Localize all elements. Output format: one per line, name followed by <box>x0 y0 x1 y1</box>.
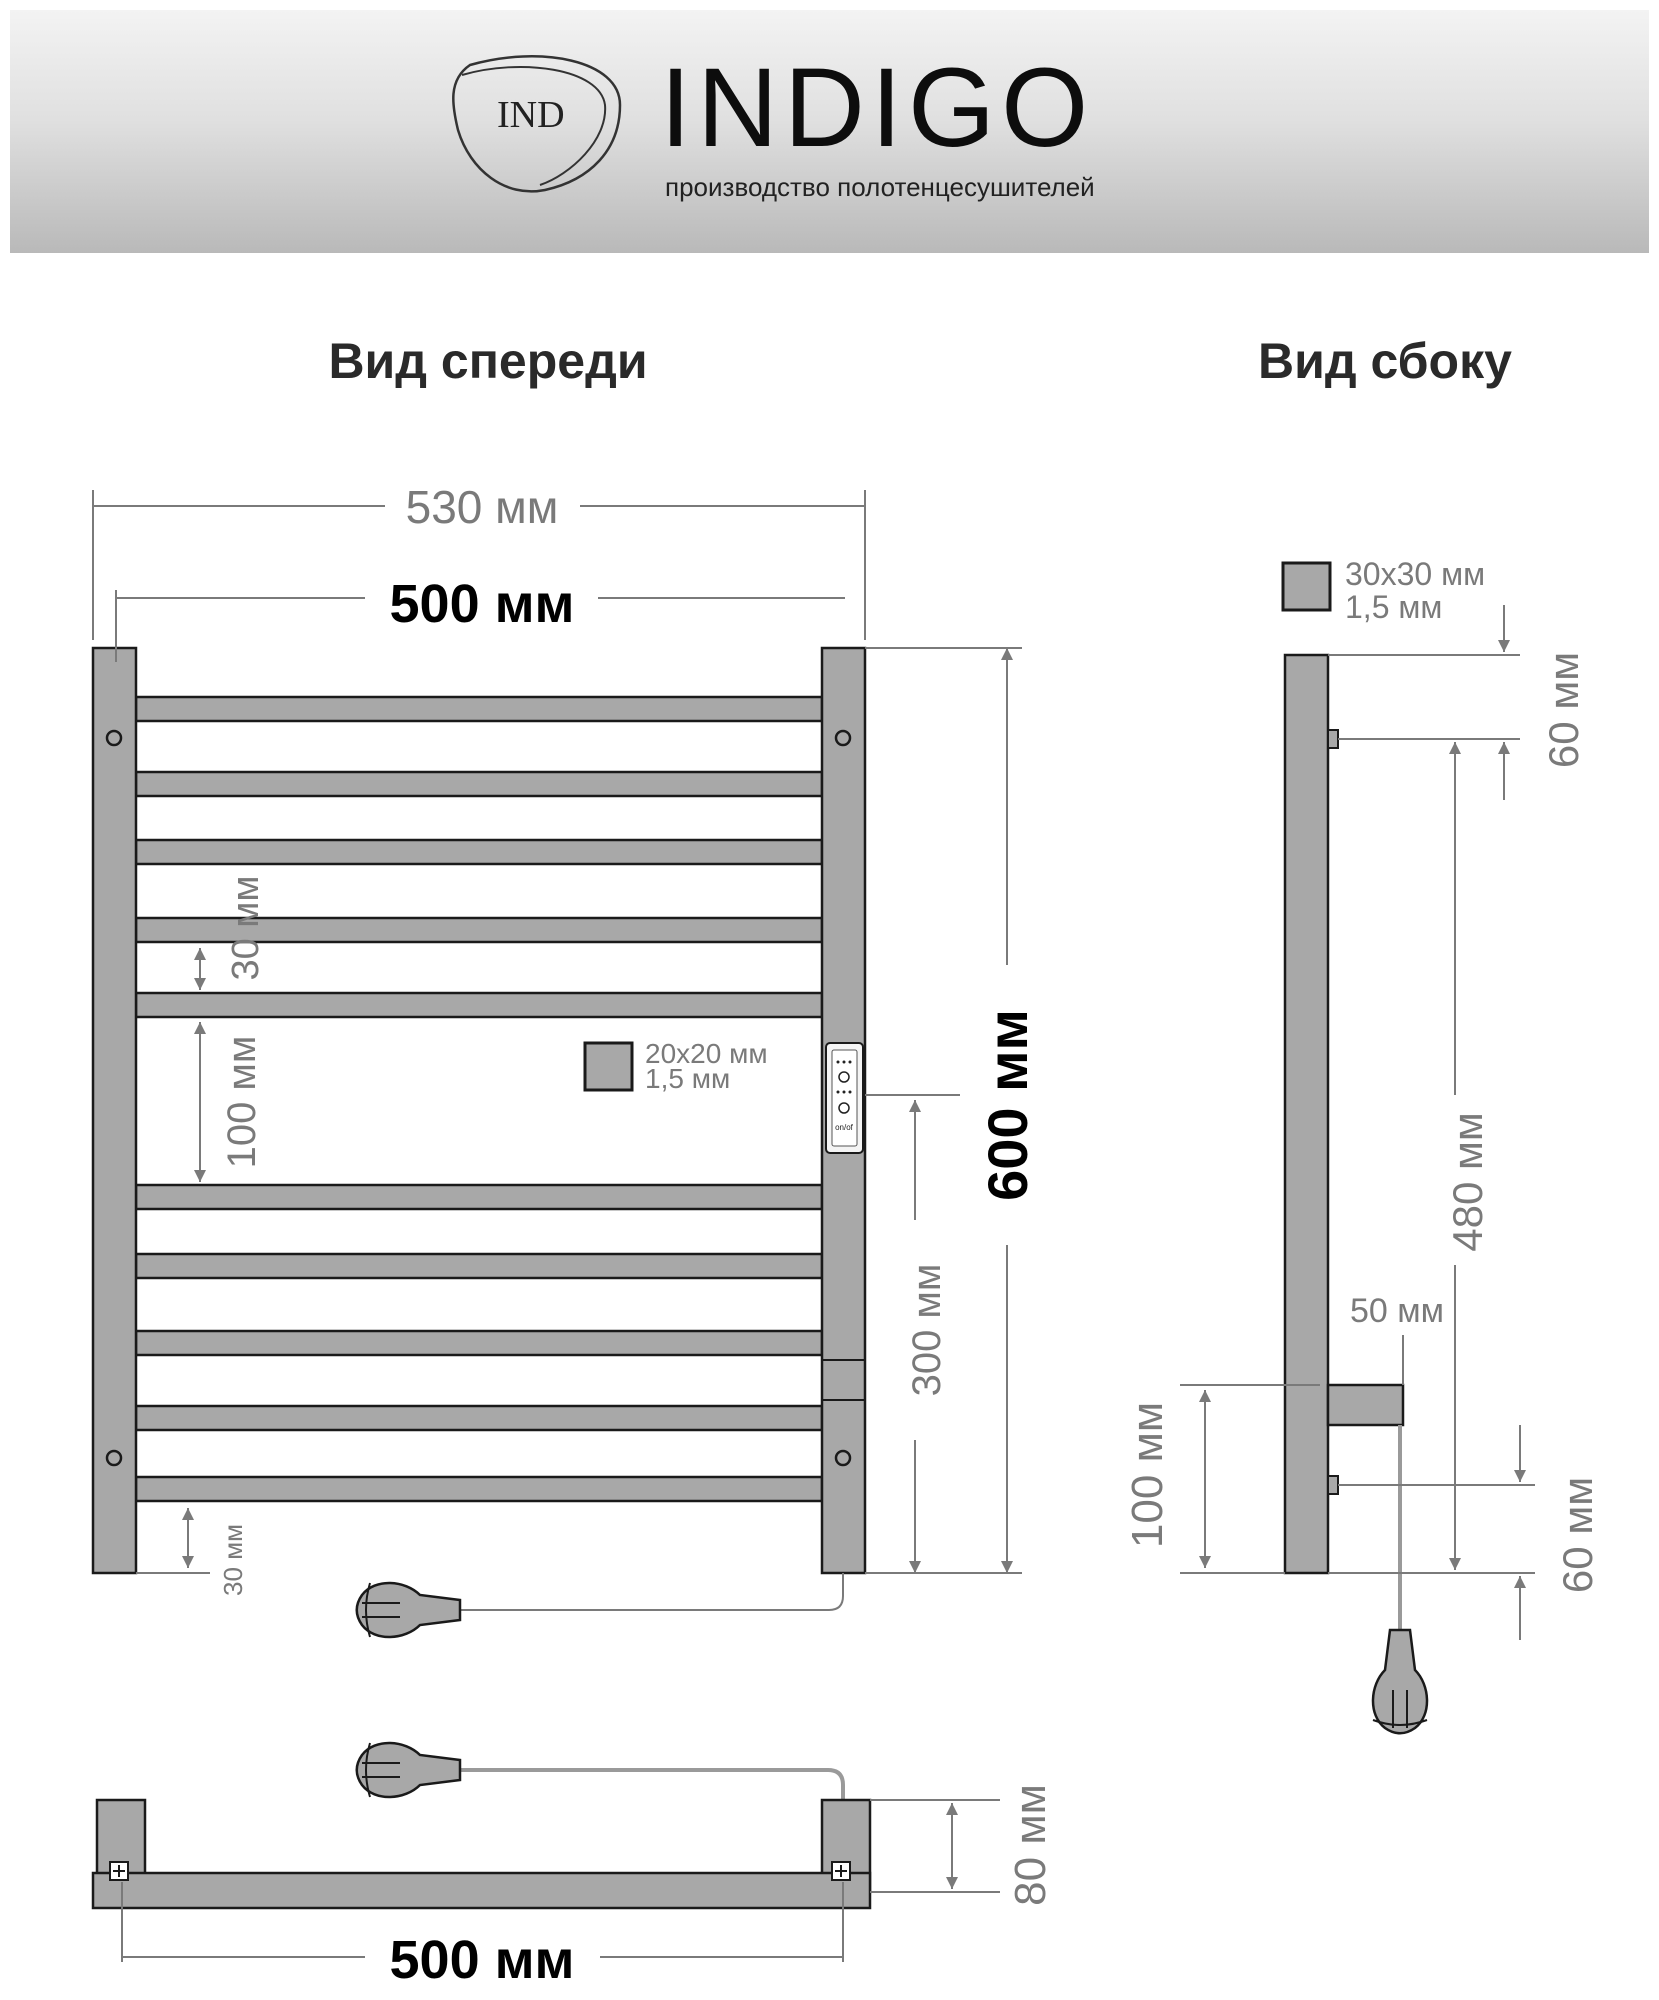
towel-bar <box>136 772 822 796</box>
side-top-offset-label: 60 мм <box>1540 651 1587 769</box>
side-post <box>1285 655 1328 1573</box>
bottom-plug-icon <box>357 1743 460 1797</box>
profile-swatch <box>585 1043 632 1090</box>
towel-bar <box>136 697 822 721</box>
bottom-depth-label: 80 мм <box>1006 1784 1055 1906</box>
side-bottom-offset-label: 60 мм <box>1554 1476 1601 1594</box>
towel-bar <box>136 840 822 864</box>
brand-tagline: производство полотенцесушителей <box>665 172 1095 202</box>
plug-icon <box>357 1583 460 1637</box>
width-inner-label: 500 мм <box>389 574 575 634</box>
control-label: on/of <box>835 1123 853 1132</box>
side-mount-distance-label: 480 мм <box>1444 1112 1491 1252</box>
height-label: 600 мм <box>976 1009 1039 1201</box>
bottom-width-label: 500 мм <box>389 1930 575 1990</box>
bottom-offset-label: 30 мм <box>218 1524 248 1596</box>
front-view <box>93 481 1039 1637</box>
mount-pin <box>1328 730 1338 748</box>
side-profile-size-label: 30х30 мм <box>1345 556 1486 592</box>
side-profile-swatch <box>1283 563 1330 610</box>
side-depth-label: 50 мм <box>1349 1292 1445 1330</box>
control-height-label: 300 мм <box>905 1263 949 1397</box>
side-view <box>1123 556 1601 1733</box>
side-bracket <box>1328 1385 1403 1425</box>
brand-logo <box>453 56 620 191</box>
bar-gap-label: 30 мм <box>225 875 267 981</box>
towel-bar <box>136 993 822 1017</box>
front-view-title: Вид спереди <box>328 333 648 389</box>
width-outer-label: 530 мм <box>405 481 559 533</box>
towel-bar <box>136 1331 822 1355</box>
towel-bar <box>136 1406 822 1430</box>
gap-large-label: 100 мм <box>220 1035 264 1169</box>
side-view-title: Вид сбоку <box>1258 333 1512 389</box>
logo-text: IND <box>497 94 565 136</box>
side-plug-icon <box>1373 1630 1427 1733</box>
bottom-view <box>93 1743 1055 1990</box>
control-unit <box>826 1043 863 1153</box>
left-post <box>93 648 136 1573</box>
towel-bar <box>136 1185 822 1209</box>
brand-name: INDIGO <box>660 45 1095 170</box>
bottom-bar <box>93 1873 870 1908</box>
side-profile-wall-label: 1,5 мм <box>1345 589 1443 625</box>
side-bottom-height-label: 100 мм <box>1123 1401 1172 1549</box>
profile-wall-label: 1,5 мм <box>645 1063 731 1094</box>
profile-size-label: 20х20 мм <box>645 1038 768 1069</box>
mount-pin <box>1328 1476 1338 1494</box>
towel-bar <box>136 1254 822 1278</box>
towel-bar <box>136 1477 822 1501</box>
